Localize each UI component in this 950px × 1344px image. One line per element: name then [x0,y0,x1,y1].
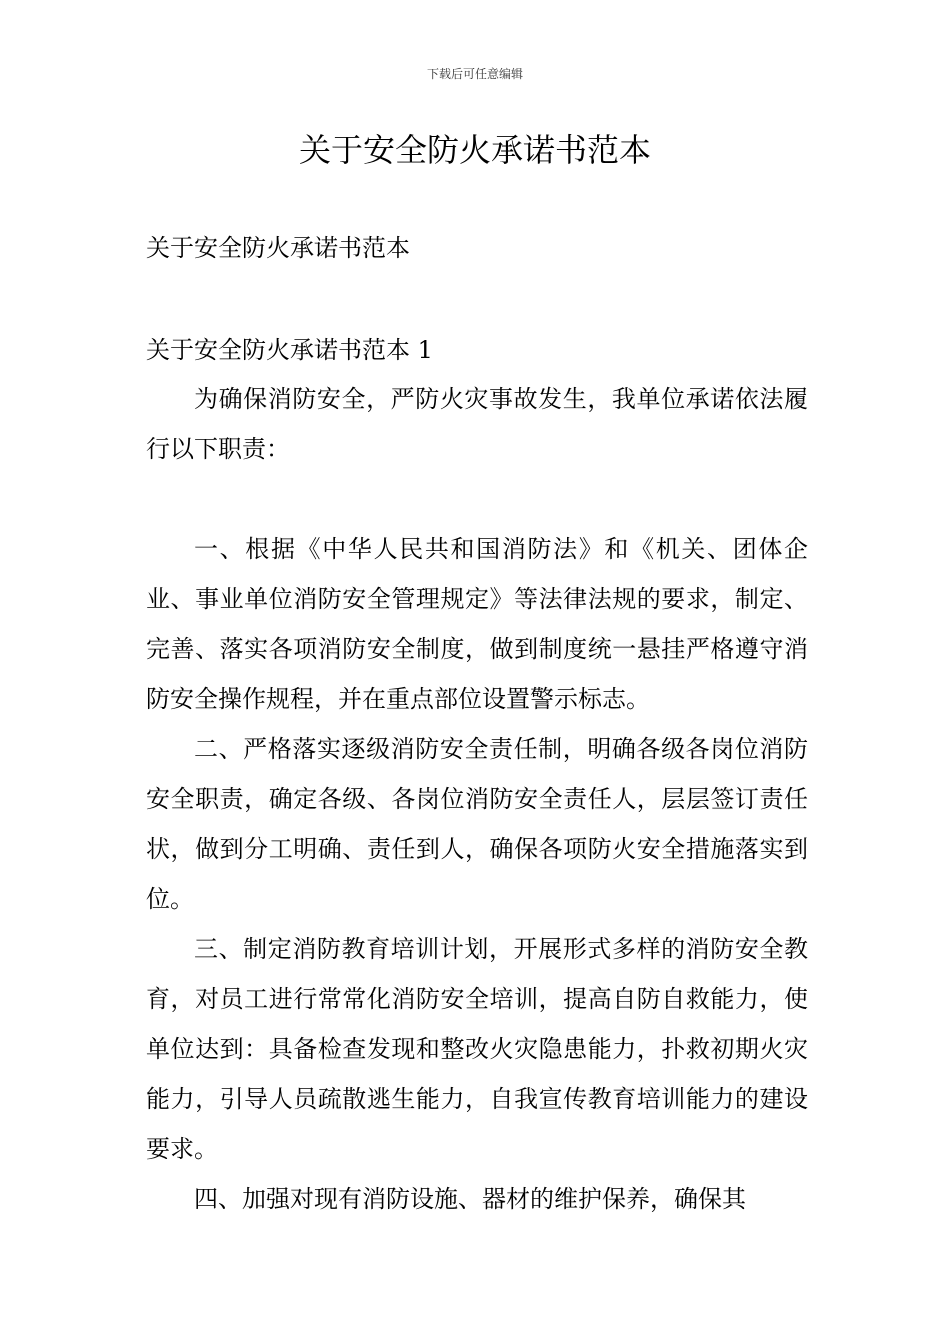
commitment-list [146,524,808,1224]
header-note: 下载后可任意编辑 [426,67,523,81]
commitment-paragraph-2: 二、严格落实逐级消防安全责任制，明确各级各岗位消防安全职责，确定各级、各岗位消防安全责任人，层层签订责任状，做到分工明确、责任到人，确保各项防火安全措施落实到位。 [146,735,808,913]
commitment-paragraph-1: 一、根据《中华人民共和国消防法》和《机关、团体企业、事业单位消防安全管理规定》等法律法规的要求，制定、完善、落实各项消防安全制度，做到制度统一悬挂严格遵守消防安全操作规程，并在重点部位设置警示标志。 [146,535,808,713]
document-title: 关于安全防火承诺书范本 [298,131,651,169]
intro-block [146,374,808,474]
commitment-paragraph-3: 三、制定消防教育培训计划，开展形式多样的消防安全教育，对员工进行常常化消防安全培训，提高自防自救能力，使单位达到：具备检查发现和整改火灾隐患能力，扑救初期火灾能力，引导人员疏散逃生能力，自我宣传教育培训能力的建设要求。 [146,935,808,1163]
section-heading: 关于安全防火承诺书范本 1 [146,336,433,364]
commitment-paragraph-4: 四、加强对现有消防设施、器材的维护保养，确保其 [194,1185,746,1213]
intro-paragraph: 为确保消防安全，严防火灾事故发生，我单位承诺依法履行以下职责： [146,385,808,463]
document-subtitle: 关于安全防火承诺书范本 [146,234,410,262]
